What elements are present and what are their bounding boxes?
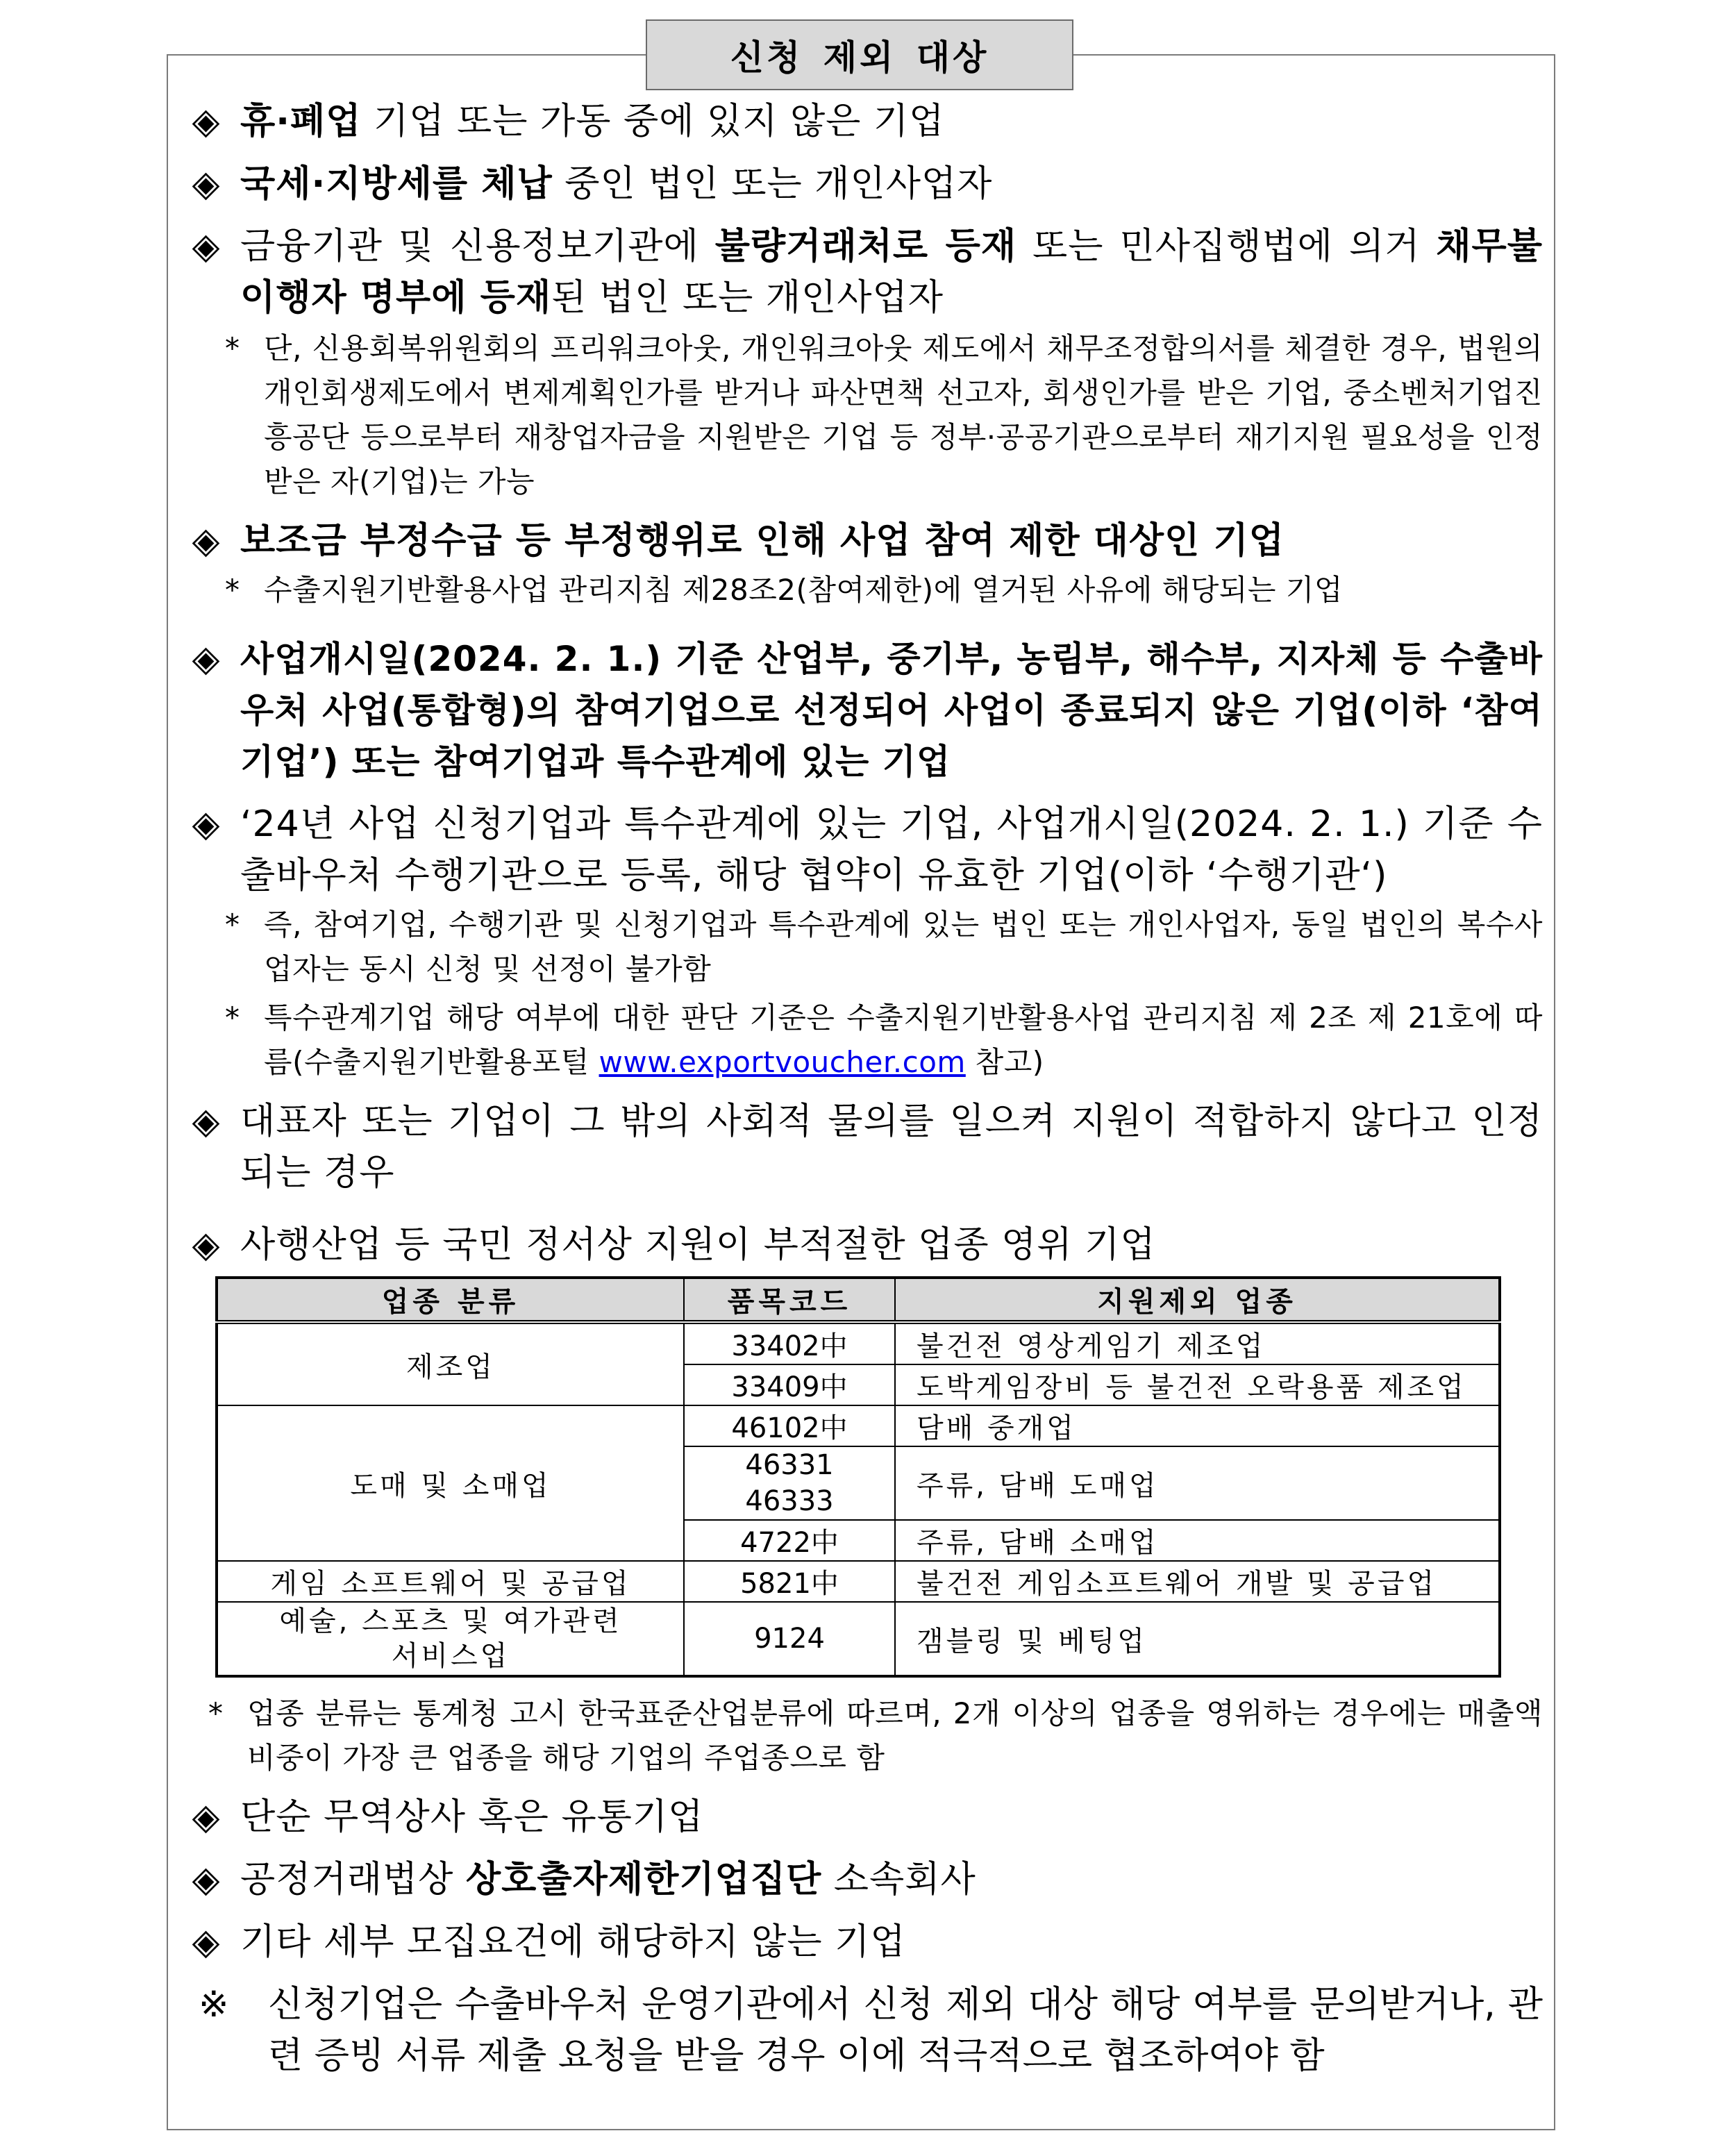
industry-cell: 주류, 담배 소매업 [895,1520,1500,1561]
note-text: 즉, 참여기업, 수행기관 및 신청기업과 특수관계에 있는 법인 또는 개인사업자, 동일 법인의 복수사업자는 동시 신청 및 선정이 불가함 [264,908,1543,986]
item-text: ‘24년 사업 신청기업과 특수관계에 있는 기업, 사업개시일(2024. 2. 1.) 기준 수출바우처 수행기관으로 등록, 해당 협약이 유효한 기업(이하 ‘수행기관‘) [240,803,1543,896]
item-note [182,568,1543,612]
section-title-text: 신청 제외 대상 [730,37,989,78]
item-text: 된 법인 또는 개인사업자 [551,277,944,319]
item-text: 사행산업 등 국민 정서상 지원이 부적절한 업종 영위 기업 [240,1224,1156,1266]
list-item [182,1096,1543,1198]
item-bold-text: 불량거래처로 등재 [714,226,1017,267]
item-text: 기업 또는 가동 중에 있지 않은 기업 [361,101,945,142]
diamond-bullet-icon: ◈ [192,1859,221,1900]
item-text: 공정거래법상 [240,1859,466,1900]
category-cell: 제조업 [217,1322,684,1405]
list-item [182,158,1543,210]
table-row [217,1322,1500,1364]
note-text: 참고) [965,1045,1044,1079]
diamond-bullet-icon: ◈ [192,1796,221,1838]
list-item [182,1791,1543,1843]
item-bold-text: 상호출자제한기업집단 [465,1859,822,1900]
section-title [646,19,1073,90]
table-row [217,1602,1500,1676]
diamond-bullet-icon: ◈ [192,226,221,267]
asterisk-icon: * [225,1001,240,1035]
table-note [182,1691,1543,1780]
code-cell: 9124 [684,1602,895,1676]
diamond-bullet-icon: ◈ [192,101,221,142]
diamond-bullet-icon: ◈ [192,638,221,680]
list-item [182,1916,1543,1968]
diamond-bullet-icon: ◈ [192,1101,221,1142]
item-bold-text: 사업개시일(2024. 2. 1.) 기준 산업부, 중기부, 농림부, 해수부, 지자체 등 수출바우처 사업(통합형)의 참여기업으로 선정되어 사업이 종료되지 않은 기업(이하 ‘참여기업’) 또는 참여기업과 특수관계에 있는 기업 [240,639,1543,782]
list-item [182,799,1543,901]
code-line: 46333 [745,1485,834,1517]
industry-cell: 불건전 영상게임기 제조업 [895,1322,1500,1364]
industry-cell: 갬블링 및 베팅업 [895,1602,1500,1676]
diamond-bullet-icon: ◈ [192,803,221,845]
note-text: 특수관계기업 해당 여부에 대한 판단 기준은 수출지원기반활용사업 관리지침 제 2조 제 21호에 따름(수출지원기반활용포털 [264,1001,1543,1079]
exclusion-list [182,96,1543,2082]
footer-text: 신청기업은 수출바우처 운영기관에서 신청 제외 대상 해당 여부를 문의받거나, 관련 증빙 서류 제출 요청을 받을 경우 이에 적극적으로 협조하여야 함 [268,1984,1543,2077]
column-header: 지원제외 업종 [895,1278,1500,1322]
column-header: 품목코드 [684,1278,895,1322]
column-header: 업종 분류 [217,1278,684,1322]
asterisk-icon: * [208,1696,224,1730]
code-cell: 33402中 [684,1322,895,1364]
asterisk-icon: * [225,908,240,942]
code-cell: 5821中 [684,1561,895,1602]
category-cell: 게임 소프트웨어 및 공급업 [217,1561,684,1602]
item-text: 소속회사 [821,1859,976,1900]
diamond-bullet-icon: ◈ [192,1921,221,1963]
list-item [182,515,1543,567]
exportvoucher-link[interactable]: www.exportvoucher.com [599,1045,966,1079]
item-text: 대표자 또는 기업이 그 밖의 사회적 물의를 일으켜 지원이 적합하지 않다고 인정되는 경우 [240,1101,1543,1194]
item-text: 금융기관 및 신용정보기관에 [240,226,715,267]
excluded-industries-table [215,1276,1501,1678]
asterisk-icon: * [225,573,240,607]
item-note [182,903,1543,992]
table-row [217,1405,1500,1446]
industry-cell: 담배 중개업 [895,1405,1500,1446]
item-bold-text: 휴·폐업 [240,101,362,142]
category-line: 서비스업 [391,1640,510,1672]
footer-notice [182,1979,1543,2082]
code-cell: 33409中 [684,1364,895,1405]
code-cell [684,1446,895,1520]
industry-cell: 도박게임장비 등 불건전 오락용품 제조업 [895,1364,1500,1405]
note-text: 수출지원기반활용사업 관리지침 제28조2(참여제한)에 열거된 사유에 해당되는 기업 [264,573,1343,607]
list-item [182,1219,1543,1271]
diamond-bullet-icon: ◈ [192,1224,221,1266]
code-cell: 4722中 [684,1520,895,1561]
list-item [182,633,1543,787]
diamond-bullet-icon: ◈ [192,163,221,205]
table-row [217,1561,1500,1602]
list-item [182,96,1543,147]
item-text: 또는 민사집행법에 의거 [1017,226,1437,267]
item-note [182,996,1543,1085]
note-text: 업종 분류는 통계청 고시 한국표준산업분류에 따르며, 2개 이상의 업종을 영위하는 경우에는 매출액 비중이 가장 큰 업종을 해당 기업의 주업종으로 함 [247,1696,1543,1775]
list-item [182,221,1543,324]
category-cell [217,1602,684,1676]
code-cell: 46102中 [684,1405,895,1446]
note-text: 단, 신용회복위원회의 프리워크아웃, 개인워크아웃 제도에서 채무조정합의서를 체결한 경우, 법원의 개인회생제도에서 변제계획인가를 받거나 파산면책 선고자, 회생인가를 받은 기업, 중소벤처기업진흥공단 등으로부터 재창업자금을 지원받은 기업 등 정부·공공기관으로부터 재기지원 필요성을 인정받은 자(기업)는 가능 [264,331,1543,499]
category-cell: 도매 및 소매업 [217,1405,684,1561]
item-text: 중인 법인 또는 개인사업자 [552,163,993,205]
diamond-bullet-icon: ◈ [192,520,221,562]
asterisk-icon: * [225,331,240,365]
list-item [182,1854,1543,1905]
category-line: 예술, 스포츠 및 여가관련 [279,1605,622,1637]
industry-cell: 주류, 담배 도매업 [895,1446,1500,1520]
item-bold-text: 국세·지방세를 체납 [240,163,553,205]
reference-mark-icon: ※ [199,1984,229,2025]
table-header-row [217,1278,1500,1322]
item-text: 기타 세부 모집요건에 해당하지 않는 기업 [240,1921,906,1963]
code-line: 46331 [745,1449,834,1481]
item-bold-text: 채무불이행자 명부에 등재 [240,226,1543,319]
item-bold-text: 보조금 부정수급 등 부정행위로 인해 사업 참여 제한 대상인 기업 [240,520,1285,562]
item-note [182,326,1543,504]
industry-cell: 불건전 게임소프트웨어 개발 및 공급업 [895,1561,1500,1602]
item-text: 단순 무역상사 혹은 유통기업 [240,1796,704,1838]
